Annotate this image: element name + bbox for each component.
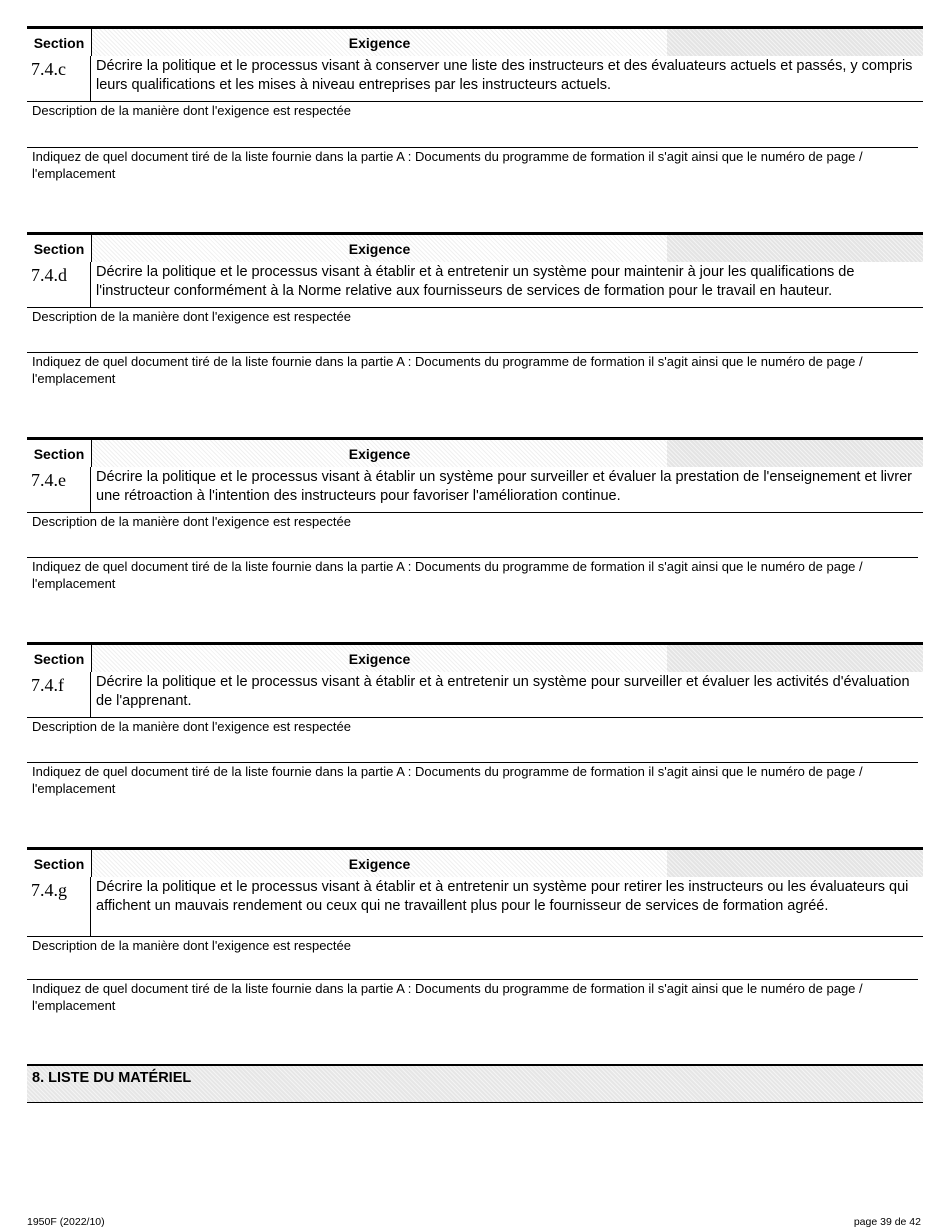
requirement-text: Décrire la politique et le processus visant à établir et à entretenir un système pour maintenir à jour les qualifications de l'instructeur conformément à la Norme relative aux fournisseurs de services de formation pour le travail en hauteur. <box>96 264 855 299</box>
section-8-title: 8. LISTE DU MATÉRIEL <box>32 1070 192 1086</box>
form-id: 1950F (2022/10) <box>27 1216 105 1228</box>
exigence-column-header: Exigence <box>92 850 667 877</box>
document-reference-field[interactable]: Indiquez de quel document tiré de la liste fournie dans la partie A : Documents du programme de formation il s'agit ainsi que le numéro de page / l'emplacement <box>27 979 918 1014</box>
exigence-column-header: Exigence <box>92 29 667 56</box>
requirement-row <box>27 467 923 513</box>
requirement-header <box>27 437 923 467</box>
description-label: Description de la manière dont l'exigence est respectée <box>32 514 351 529</box>
requirement-number: 7.4.g <box>27 877 91 936</box>
requirement-row <box>27 672 923 718</box>
section-column-header: Section <box>27 850 92 877</box>
description-label: Description de la manière dont l'exigence est respectée <box>32 938 351 953</box>
document-reference-field[interactable]: Indiquez de quel document tiré de la liste fournie dans la partie A : Documents du programme de formation il s'agit ainsi que le numéro de page / l'emplacement <box>27 352 918 387</box>
requirement-header <box>27 847 923 877</box>
requirement-header <box>27 232 923 262</box>
requirement-row <box>27 262 923 308</box>
section-8-header <box>27 1064 923 1103</box>
exigence-column-header: Exigence <box>92 440 667 467</box>
requirement-header <box>27 26 923 56</box>
requirement-text: Décrire la politique et le processus visant à établir et à entretenir un système pour retirer les instructeurs ou les évaluateurs qui affichent un mauvais rendement ou ceux qui ne travaillent plus pour le fournisseur de services de formation agréé. <box>96 879 909 914</box>
exigence-column-header: Exigence <box>92 235 667 262</box>
section-column-header: Section <box>27 645 92 672</box>
description-label: Description de la manière dont l'exigence est respectée <box>32 309 351 324</box>
requirement-number: 7.4.e <box>27 467 91 512</box>
requirement-number: 7.4.d <box>27 262 91 307</box>
section-column-header: Section <box>27 235 92 262</box>
requirement-row <box>27 56 923 102</box>
requirement-text: Décrire la politique et le processus visant à établir un système pour surveiller et évaluer la prestation de l'enseignement et livrer une rétroaction à l'intention des instructeurs pour favoriser l'amélioration continue. <box>96 469 912 504</box>
requirement-number: 7.4.f <box>27 672 91 717</box>
requirement-header <box>27 642 923 672</box>
description-label: Description de la manière dont l'exigence est respectée <box>32 103 351 118</box>
exigence-column-header: Exigence <box>92 645 667 672</box>
section-column-header: Section <box>27 29 92 56</box>
requirement-row <box>27 877 923 937</box>
requirement-text: Décrire la politique et le processus visant à conserver une liste des instructeurs et des évaluateurs actuels et passés, y compris leurs qualifications et les mises à niveau entreprises par les instructeurs actuels. <box>96 58 913 93</box>
document-reference-field[interactable]: Indiquez de quel document tiré de la liste fournie dans la partie A : Documents du programme de formation il s'agit ainsi que le numéro de page / l'emplacement <box>27 147 918 182</box>
document-reference-field[interactable]: Indiquez de quel document tiré de la liste fournie dans la partie A : Documents du programme de formation il s'agit ainsi que le numéro de page / l'emplacement <box>27 762 918 797</box>
section-column-header: Section <box>27 440 92 467</box>
description-label: Description de la manière dont l'exigence est respectée <box>32 719 351 734</box>
requirement-text: Décrire la politique et le processus visant à établir et à entretenir un système pour surveiller et évaluer les activités d'évaluation de l'apprenant. <box>96 674 910 709</box>
requirement-number: 7.4.c <box>27 56 91 101</box>
page-number: page 39 de 42 <box>853 1216 921 1228</box>
document-reference-field[interactable]: Indiquez de quel document tiré de la liste fournie dans la partie A : Documents du programme de formation il s'agit ainsi que le numéro de page / l'emplacement <box>27 557 918 592</box>
